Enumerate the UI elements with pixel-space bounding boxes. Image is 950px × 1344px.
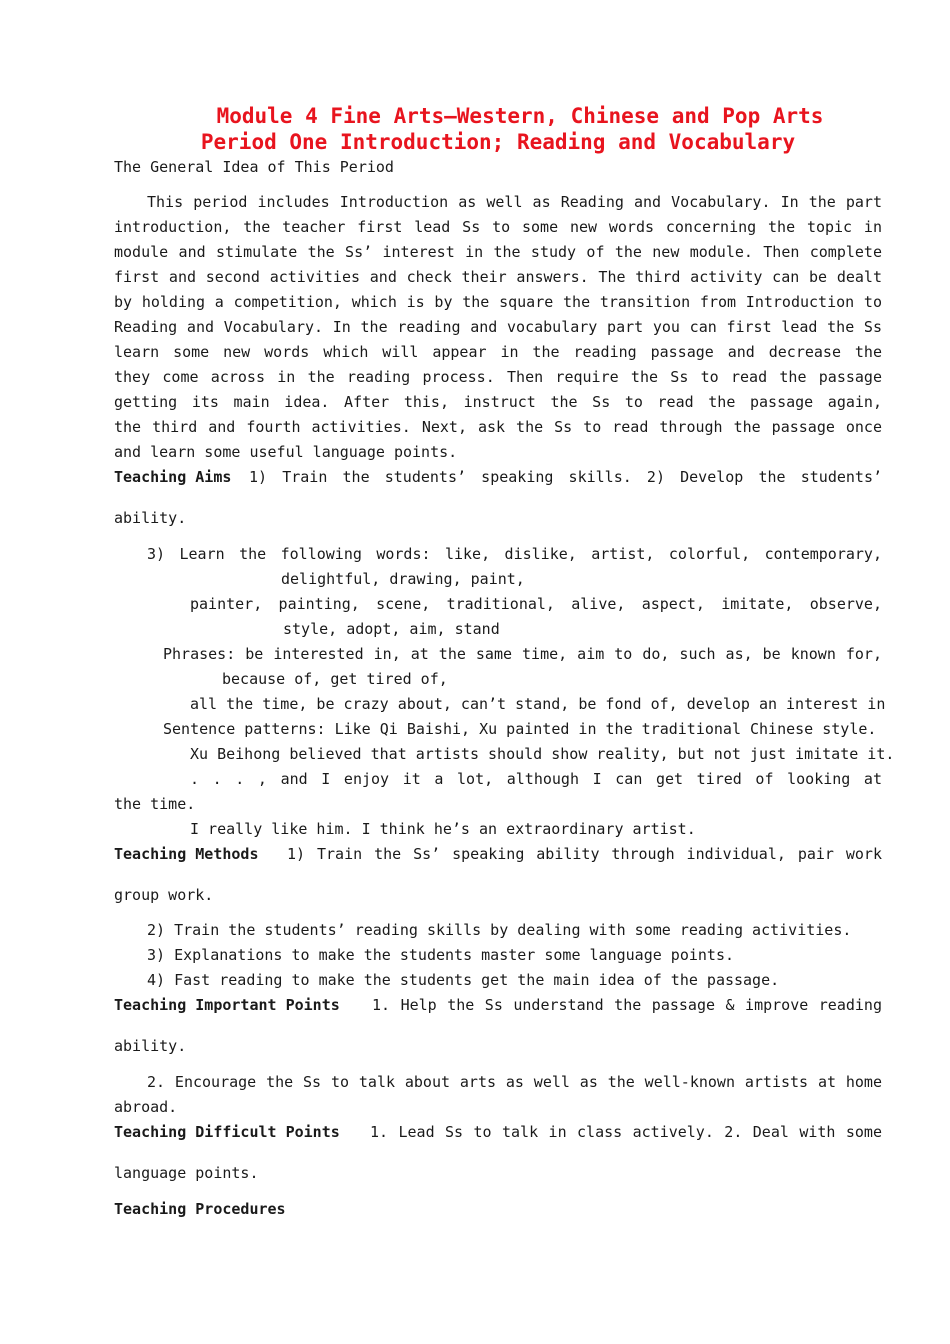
module-title: Module 4 Fine Arts—Western, Chinese and Pop Arts [216,104,824,128]
important-item-2-cont: abroad. [114,1098,178,1116]
aims-words-line-3: painter, painting, scene, traditional, alive, aspect, imitate, observe, [190,595,882,613]
phrases-line-3: all the time, be crazy about, can’t stand, be fond of, develop an interest in [190,695,886,713]
methods-item-2: 2) Train the students’ reading skills by dealing with some reading activities. [147,921,852,939]
general-line-11: and learn some useful language points. [114,443,458,461]
general-line-1: This period includes Introduction as well as Reading and Vocabulary. In the part [147,193,882,211]
phrases-line-2: because of, get tired of, [222,670,448,688]
teaching-methods-label: Teaching Methods [114,845,259,863]
aims-line-1: 1) Train the students’ speaking skills. 2) Develop the students’ [249,468,882,486]
aims-line-1-cont: ability. [114,509,187,527]
difficult-line-1-cont: language points. [114,1164,259,1182]
general-line-8: they come across in the reading process. Then require the Ss to read the passage [114,368,882,386]
sentence-patterns-line-1: Sentence patterns: Like Qi Baishi, Xu painted in the traditional Chinese style. [163,720,877,738]
important-points-label: Teaching Important Points [114,996,340,1014]
aims-words-line-4: style, adopt, aim, stand [283,620,500,638]
methods-item-4: 4) Fast reading to make the students get the main idea of the passage. [147,971,780,989]
general-line-7: learn some new words which will appear in the reading passage and decrease the [114,343,882,361]
aims-words-line-2: delightful, drawing, paint, [281,570,525,588]
general-line-4: first and second activities and check their answers. The third activity can be dealt [114,268,882,286]
general-line-10: the third and fourth activities. Next, ask the Ss to read through the passage once [114,418,882,436]
teaching-procedures-label: Teaching Procedures [114,1200,286,1218]
general-idea-heading: The General Idea of This Period [114,158,394,176]
general-line-2: introduction, the teacher first lead Ss to some new words concerning the topic in [114,218,882,236]
general-line-3: module and stimulate the Ss’ interest in the study of the new module. Then complete [114,243,882,261]
teaching-aims-label: Teaching Aims [114,468,232,486]
difficult-points-label: Teaching Difficult Points [114,1123,340,1141]
important-item-2: 2. Encourage the Ss to talk about arts as well as the well-known artists at home [147,1073,882,1091]
methods-item-3: 3) Explanations to make the students master some language points. [147,946,734,964]
important-line-1: 1. Help the Ss understand the passage & improve reading [372,996,882,1014]
general-line-6: Reading and Vocabulary. In the reading and vocabulary part you can first lead the Ss [114,318,882,336]
phrases-line-1: Phrases: be interested in, at the same time, aim to do, such as, be known for, [163,645,882,663]
sentence-patterns-line-2: Xu Beihong believed that artists should show reality, but not just imitate it. [190,745,895,763]
methods-line-1: 1) Train the Ss’ speaking ability through individual, pair work [287,845,882,863]
general-line-5: by holding a competition, which is by the square the transition from Introduction to [114,293,882,311]
general-line-9: getting its main idea. After this, instruct the Ss to read the passage again, [114,393,882,411]
aims-words-line-1: 3) Learn the following words: like, dislike, artist, colorful, contemporary, [147,545,882,563]
difficult-line-1: 1. Lead Ss to talk in class actively. 2. Deal with some [370,1123,882,1141]
sentence-patterns-line-3: . . . , and I enjoy it a lot, although I can get tired of looking at [190,770,882,788]
sentence-patterns-line-3-cont: the time. [114,795,196,813]
important-line-1-cont: ability. [114,1037,187,1055]
sentence-patterns-line-4: I really like him. I think he’s an extraordinary artist. [190,820,696,838]
methods-line-1-cont: group work. [114,886,214,904]
period-title: Period One Introduction; Reading and Vocabulary [200,130,796,154]
